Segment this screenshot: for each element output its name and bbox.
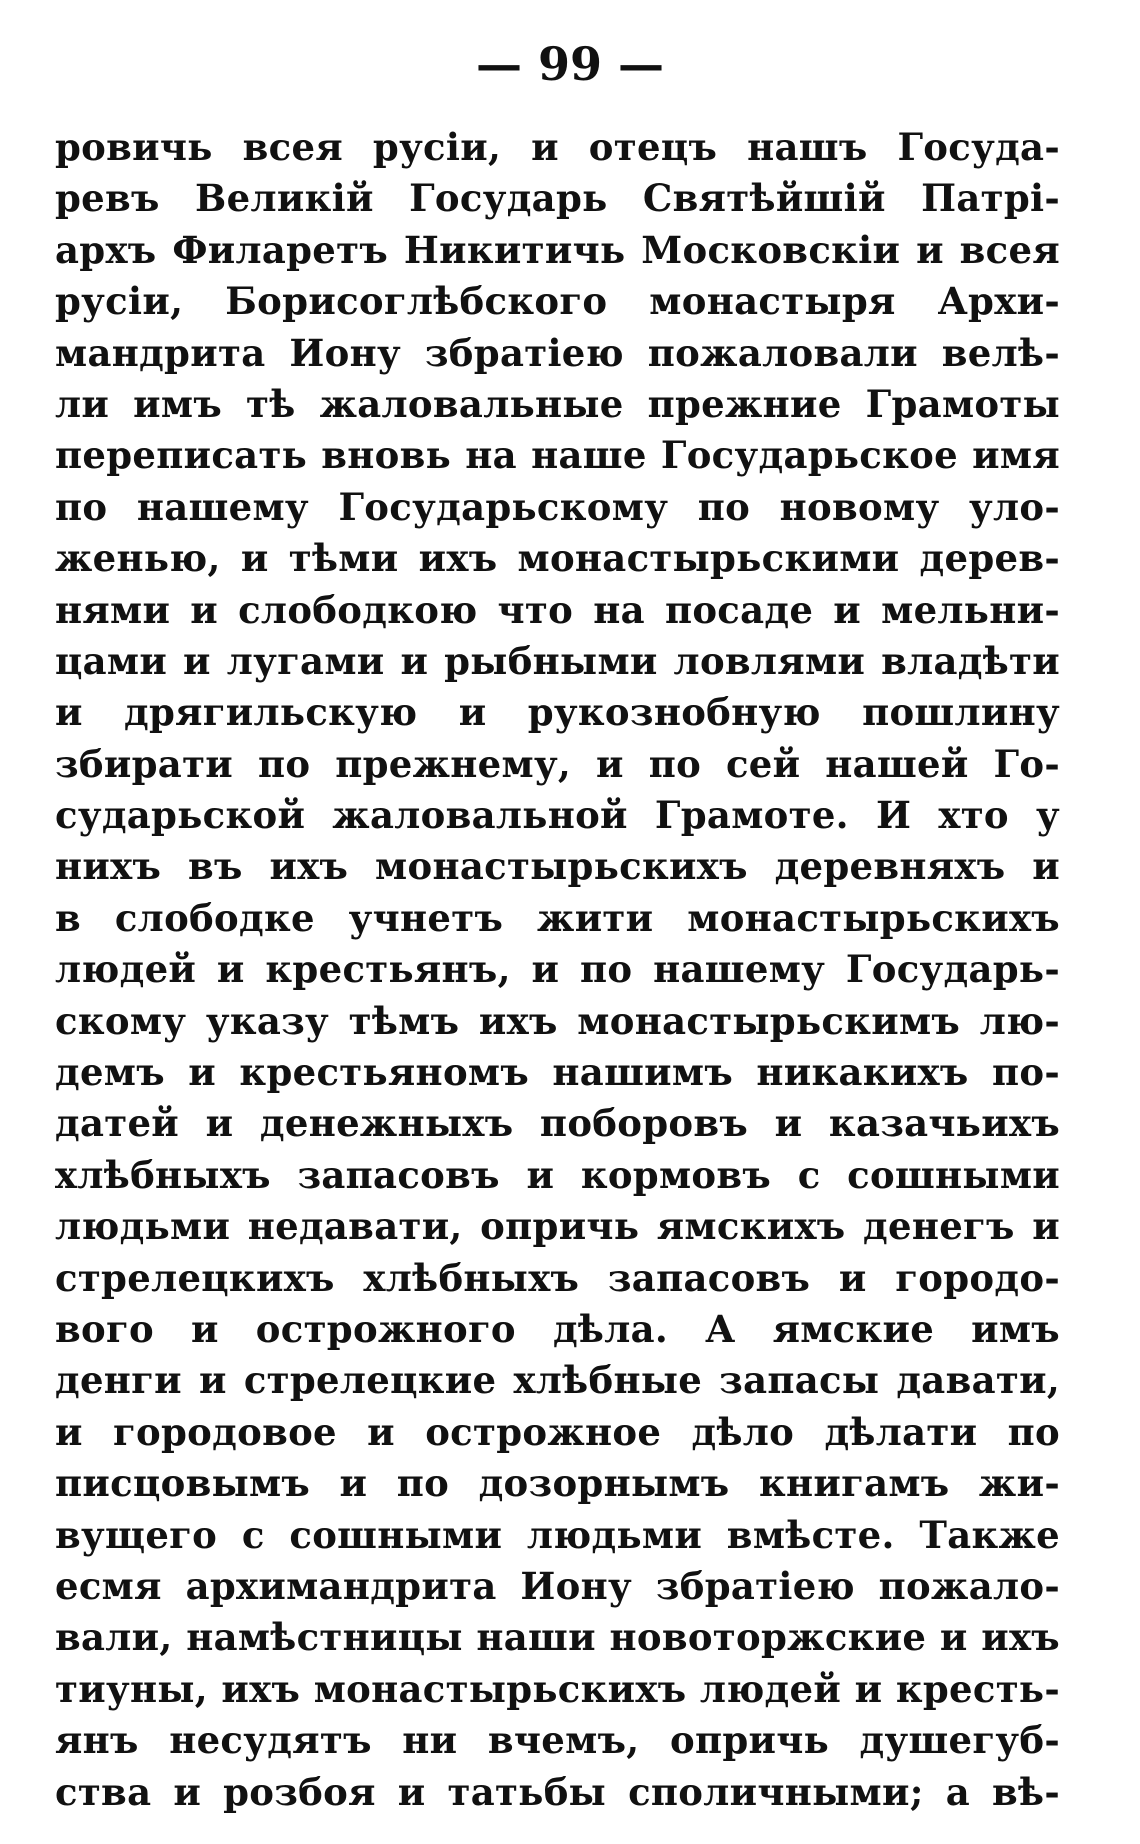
text-line: вали, намѣстницы наши новоторжские и ихъ bbox=[55, 1615, 1060, 1660]
text-line: ли имъ тѣ жаловальные прежние Грамоты bbox=[55, 381, 1060, 426]
text-line: писцовымъ и по дозорнымъ книгамъ жи- bbox=[55, 1461, 1060, 1506]
text-line: стрелецкихъ хлѣбныхъ запасовъ и городо- bbox=[55, 1255, 1060, 1300]
text-line: сударьской жаловальной Грамоте. И хто у bbox=[55, 793, 1060, 838]
text-line: людей и крестьянъ, и по нашему Государь- bbox=[55, 947, 1060, 992]
text-line: и городовое и острожное дѣло дѣлати по bbox=[55, 1409, 1060, 1454]
text-line: ства и розбоя и татьбы споличными; а вѣ- bbox=[55, 1769, 1060, 1814]
text-line: в слободке учнетъ жити монастырьскихъ bbox=[55, 895, 1060, 940]
text-line: мандрита Иону збратiею пожаловали велѣ- bbox=[55, 330, 1060, 375]
text-line: архъ Филаретъ Никитичь Московскiи и всея bbox=[55, 227, 1060, 272]
text-line: денги и стрелецкие хлѣбные запасы давати, bbox=[55, 1358, 1060, 1403]
text-line: датей и денежныхъ поборовъ и казачьихъ bbox=[55, 1101, 1060, 1146]
text-line: тиуны, ихъ монастырьскихъ людей и кресть- bbox=[55, 1666, 1060, 1711]
text-line: по нашему Государьскому по новому уло- bbox=[55, 484, 1060, 529]
text-line: хлѣбныхъ запасовъ и кормовъ с сошными bbox=[55, 1152, 1060, 1197]
text-line: переписать вновь на наше Государьское имя bbox=[55, 433, 1060, 478]
text-line: ревъ Великiй Государь Святѣйшiй Патрi- bbox=[55, 176, 1060, 221]
text-line: збирати по прежнему, и по сей нашей Го- bbox=[55, 741, 1060, 786]
text-line: вого и острожного дѣла. А ямские имъ bbox=[55, 1306, 1060, 1351]
text-line: ровичь всея русiи, и отецъ нашъ Госуда- bbox=[55, 125, 1060, 169]
page-number: — 99 — bbox=[475, 37, 665, 91]
text-line: женью, и тѣми ихъ монастырьскими дерев- bbox=[55, 536, 1060, 581]
text-line: нихъ въ ихъ монастырьскихъ деревняхъ и bbox=[55, 844, 1060, 889]
text-line: нями и слободкою что на посаде и мельни- bbox=[55, 587, 1060, 632]
body-text bbox=[55, 122, 1060, 1818]
text-line: и дрягильскую и рукознобную пошлину bbox=[55, 690, 1060, 735]
text-line: русiи, Борисоглѣбского монастыря Архи- bbox=[55, 279, 1060, 324]
text-line: янъ несудятъ ни вчемъ, опричь душегуб- bbox=[55, 1718, 1060, 1763]
text-line: скому указу тѣмъ ихъ монастырьскимъ лю- bbox=[55, 998, 1060, 1043]
text-line: людьми недавати, опричь ямскихъ денегъ и bbox=[55, 1204, 1060, 1249]
text-line: демъ и крестьяномъ нашимъ никакихъ по- bbox=[55, 1050, 1060, 1095]
text-line: цами и лугами и рыбными ловлями владѣти bbox=[55, 638, 1060, 683]
text-line: вущего с сошными людьми вмѣсте. Также bbox=[55, 1512, 1060, 1557]
text-line: есмя архимандрита Иону збратiею пожало- bbox=[55, 1563, 1060, 1608]
